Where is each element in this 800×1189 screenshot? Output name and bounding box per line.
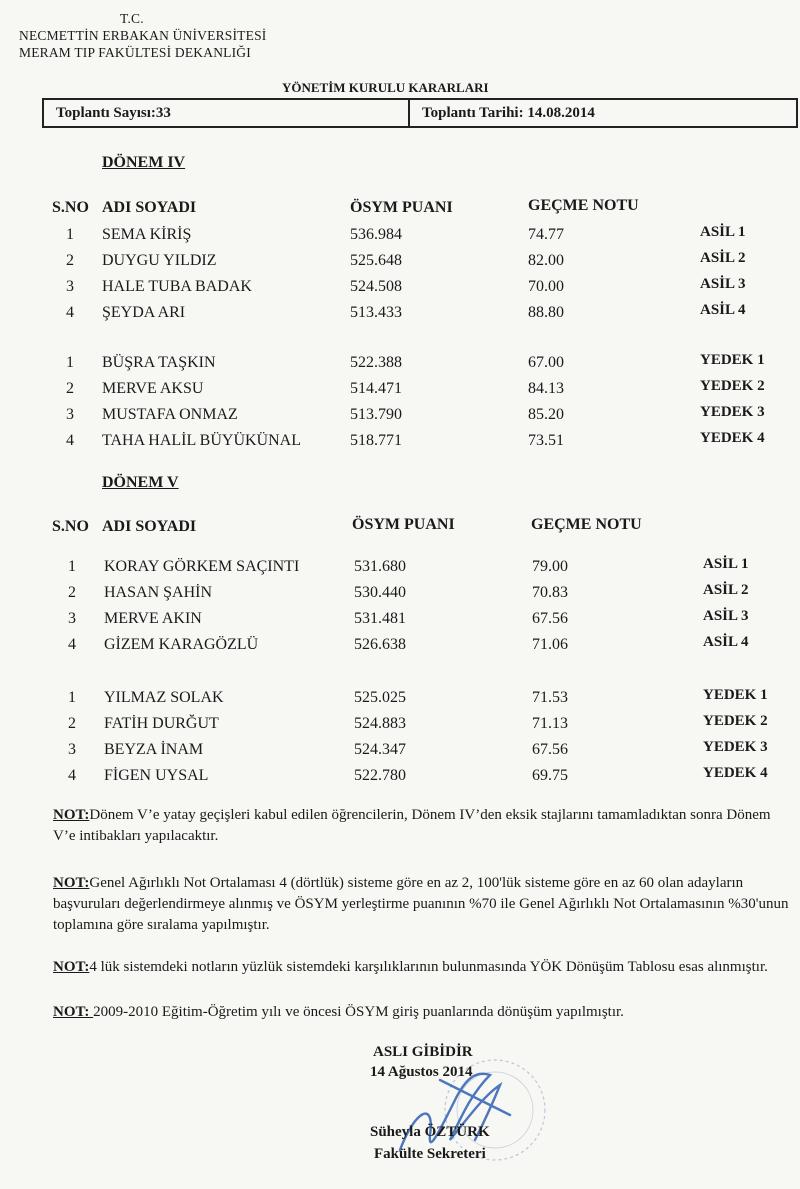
row-score: 524.508 [350, 278, 402, 295]
row-score: 525.648 [350, 252, 402, 269]
header-university: NECMETTİN ERBAKAN ÜNİVERSİTESİ [19, 28, 267, 43]
note-label: NOT: [53, 875, 90, 891]
row-score: 513.433 [350, 304, 402, 321]
row-name: YILMAZ SOLAK [104, 689, 224, 706]
signature-name: Süheyla ÖZTÜRK [370, 1124, 490, 1140]
row-number: 2 [68, 584, 76, 601]
note-label: NOT: [53, 807, 90, 823]
col-score: ÖSYM PUANI [350, 199, 453, 216]
row-score: 522.388 [350, 354, 402, 371]
row-number: 4 [66, 304, 74, 321]
note-label: NOT: [53, 1004, 94, 1020]
row-grade: 67.56 [532, 610, 568, 627]
row-grade: 69.75 [532, 767, 568, 784]
row-number: 2 [66, 252, 74, 269]
row-status: YEDEK 2 [700, 378, 765, 394]
row-grade: 71.13 [532, 715, 568, 732]
col-sno: S.NO [52, 518, 89, 535]
row-number: 2 [66, 380, 74, 397]
row-status: ASİL 2 [703, 582, 749, 598]
row-status: ASİL 1 [703, 556, 749, 572]
row-name: FATİH DURĞUT [104, 715, 219, 732]
row-status: YEDEK 3 [700, 404, 765, 420]
row-number: 3 [66, 406, 74, 423]
col-name: ADI SOYADI [102, 199, 197, 216]
row-grade: 67.00 [528, 354, 564, 371]
note-text: Genel Ağırlıklı Not Ortalaması 4 (dörtlük) sisteme göre en az 2, 100'lük sisteme göre en az 60 olan adayların başvuruları değerlendirmeye alınmış ve ÖSYM yerleştirme puanının %70 ile Genel Ağırlıklı Not Ortalamasının %30'unun toplamına göre sıralama yapılmıştır. [53, 875, 789, 933]
row-status: ASİL 3 [703, 608, 749, 624]
row-status: ASİL 3 [700, 276, 746, 292]
row-number: 3 [68, 741, 76, 758]
row-grade: 74.77 [528, 226, 564, 243]
row-score: 518.771 [350, 432, 402, 449]
signature-date: 14 Ağustos 2014 [370, 1064, 473, 1080]
row-score: 522.780 [354, 767, 406, 784]
note-1 [53, 805, 795, 847]
row-grade: 82.00 [528, 252, 564, 269]
row-status: ASİL 1 [700, 224, 746, 240]
meeting-number: Toplantı Sayısı:33 [56, 105, 171, 121]
row-score: 524.347 [354, 741, 406, 758]
row-status: ASİL 4 [703, 634, 749, 650]
row-name: MERVE AKIN [104, 610, 202, 627]
meeting-date-box [408, 98, 798, 128]
row-name: DUYGU YILDIZ [102, 252, 217, 269]
row-grade: 85.20 [528, 406, 564, 423]
row-score: 524.883 [354, 715, 406, 732]
meeting-number-box [42, 98, 410, 128]
row-number: 1 [66, 226, 74, 243]
row-number: 4 [66, 432, 74, 449]
note-text: 2009-2010 Eğitim-Öğretim yılı ve öncesi ÖSYM giriş puanlarında dönüşüm yapılmıştır. [93, 1004, 624, 1020]
row-score: 531.481 [354, 610, 406, 627]
row-number: 1 [68, 558, 76, 575]
row-number: 3 [68, 610, 76, 627]
row-grade: 71.53 [532, 689, 568, 706]
row-status: YEDEK 3 [703, 739, 768, 755]
row-name: BEYZA İNAM [104, 741, 204, 758]
col-score: ÖSYM PUANI [352, 516, 455, 533]
row-score: 514.471 [350, 380, 402, 397]
row-status: YEDEK 4 [703, 765, 768, 781]
row-status: YEDEK 1 [700, 352, 765, 368]
row-status: ASİL 4 [700, 302, 746, 318]
row-name: GİZEM KARAGÖZLÜ [104, 636, 259, 653]
header-tc: T.C. [120, 11, 144, 26]
row-name: ŞEYDA ARI [102, 304, 186, 321]
row-status: YEDEK 1 [703, 687, 768, 703]
col-sno: S.NO [52, 199, 89, 216]
row-name: HALE TUBA BADAK [102, 278, 252, 295]
note-3 [53, 957, 795, 978]
note-2 [53, 873, 795, 936]
header-faculty: MERAM TIP FAKÜLTESİ DEKANLIĞI [19, 45, 251, 60]
row-name: BÜŞRA TAŞKIN [102, 354, 216, 371]
row-name: KORAY GÖRKEM SAÇINTI [104, 558, 300, 575]
page-title: YÖNETİM KURULU KARARLARI [282, 80, 489, 95]
row-grade: 88.80 [528, 304, 564, 321]
row-number: 4 [68, 636, 76, 653]
note-4 [53, 1002, 795, 1023]
row-number: 1 [66, 354, 74, 371]
row-name: FİGEN UYSAL [104, 767, 209, 784]
note-label: NOT: [53, 959, 90, 975]
row-grade: 84.13 [528, 380, 564, 397]
row-status: YEDEK 2 [703, 713, 768, 729]
meeting-date: Toplantı Tarihi: 14.08.2014 [422, 105, 595, 121]
row-grade: 73.51 [528, 432, 564, 449]
row-status: ASİL 2 [700, 250, 746, 266]
note-text: Dönem V’e yatay geçişleri kabul edilen öğrencilerin, Dönem IV’den eksik stajlarını tamamladıktan sonra Dönem V’e intibakları yapılacaktır. [53, 807, 771, 844]
row-status: YEDEK 4 [700, 430, 765, 446]
note-text: 4 lük sistemdeki notların yüzlük sistemdeki karşılıklarının bulunmasında YÖK Dönüşüm Tablosu esas alınmıştır. [89, 959, 768, 975]
row-score: 526.638 [354, 636, 406, 653]
col-name: ADI SOYADI [102, 518, 197, 535]
section-title-donem-iv: DÖNEM IV [102, 154, 186, 171]
row-score: 513.790 [350, 406, 402, 423]
col-grade: GEÇME NOTU [531, 516, 642, 533]
row-name: MUSTAFA ONMAZ [102, 406, 238, 423]
row-grade: 70.00 [528, 278, 564, 295]
row-grade: 70.83 [532, 584, 568, 601]
row-number: 1 [68, 689, 76, 706]
row-number: 2 [68, 715, 76, 732]
signature-certified: ASLI GİBİDİR [373, 1044, 473, 1060]
row-score: 530.440 [354, 584, 406, 601]
row-name: HASAN ŞAHİN [104, 584, 213, 601]
row-grade: 71.06 [532, 636, 568, 653]
row-score: 525.025 [354, 689, 406, 706]
section-title-donem-v: DÖNEM V [102, 474, 179, 491]
row-score: 536.984 [350, 226, 402, 243]
row-name: SEMA KİRİŞ [102, 226, 192, 243]
row-grade: 67.56 [532, 741, 568, 758]
row-name: TAHA HALİL BÜYÜKÜNAL [102, 432, 301, 449]
col-grade: GEÇME NOTU [528, 197, 639, 214]
row-score: 531.680 [354, 558, 406, 575]
row-name: MERVE AKSU [102, 380, 204, 397]
row-number: 3 [66, 278, 74, 295]
signature-role: Fakülte Sekreteri [374, 1146, 486, 1162]
row-number: 4 [68, 767, 76, 784]
row-grade: 79.00 [532, 558, 568, 575]
